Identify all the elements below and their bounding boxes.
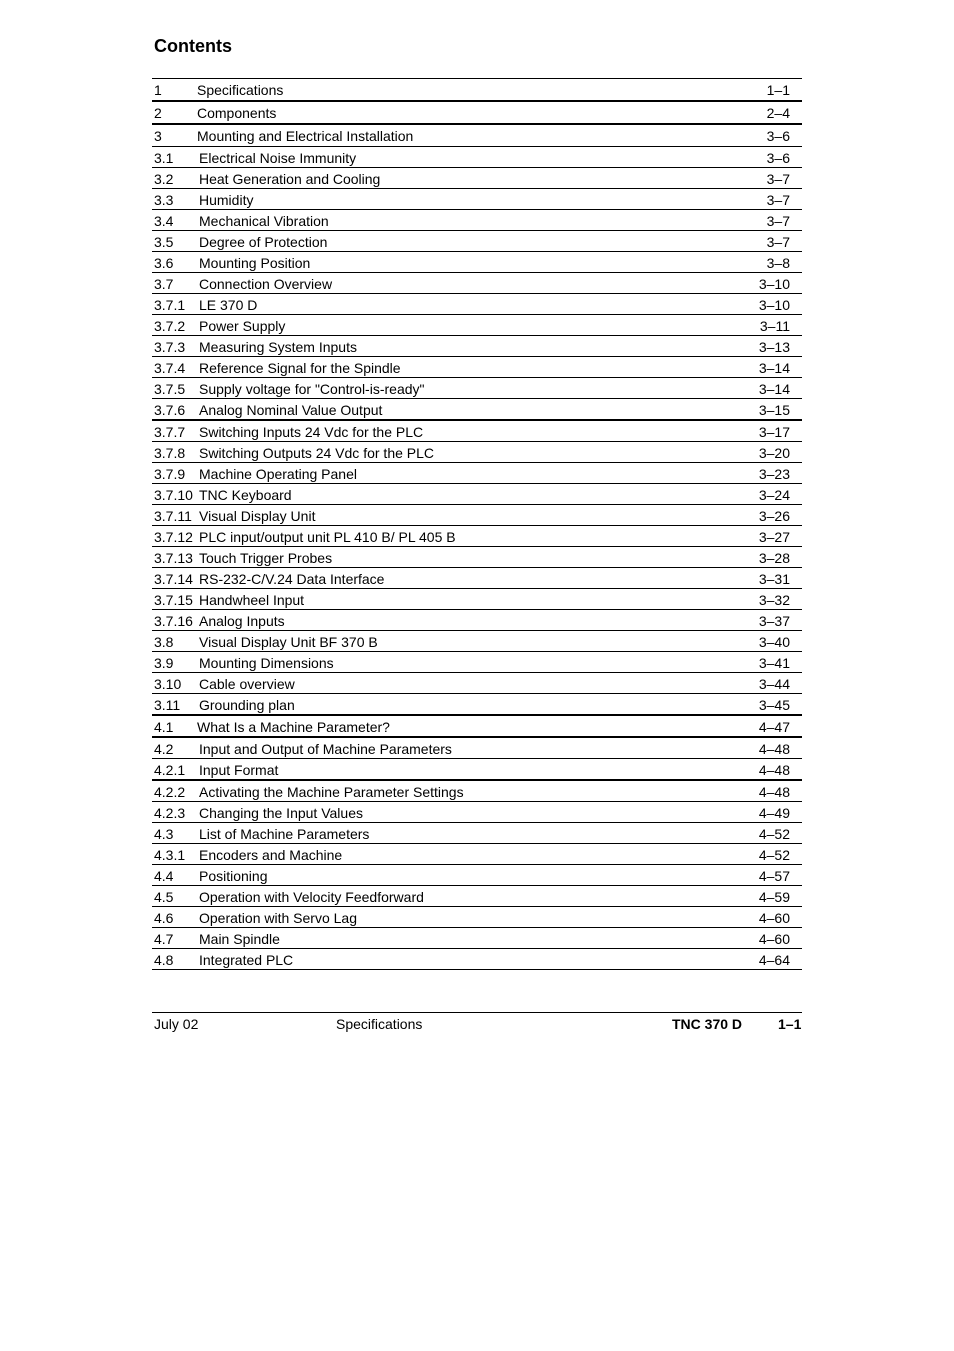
toc-label: Measuring System Inputs	[199, 339, 357, 355]
toc-label: Humidity	[199, 192, 254, 208]
toc-label: Supply voltage for "Control-is-ready"	[199, 381, 425, 397]
toc-page-number: 3–10	[758, 276, 790, 292]
toc-label: What Is a Machine Parameter?	[197, 719, 390, 735]
toc-label: Mounting Position	[199, 255, 311, 271]
toc-page-number: 4–47	[758, 719, 790, 735]
toc-number: 3	[154, 128, 162, 144]
toc-label: Touch Trigger Probes	[199, 550, 333, 566]
toc-number: 3.9	[154, 655, 174, 671]
toc-label: Visual Display Unit BF 370 B	[199, 634, 378, 650]
toc-number: 3.7.6	[154, 402, 186, 418]
toc-label: Connection Overview	[199, 276, 333, 292]
toc-label: Switching Inputs 24 Vdc for the PLC	[199, 424, 424, 440]
toc-row[interactable]	[152, 949, 802, 970]
toc-page-number: 4–52	[758, 826, 790, 842]
toc-page-number: 3–17	[758, 424, 790, 440]
toc-label: Degree of Protection	[199, 234, 328, 250]
toc-number: 4.6	[154, 910, 174, 926]
toc-page-number: 3–20	[758, 445, 790, 461]
toc-number: 3.3	[154, 192, 174, 208]
toc-number: 4.3	[154, 826, 174, 842]
toc-label: Positioning	[199, 868, 268, 884]
toc-number: 4.1	[154, 719, 174, 735]
toc-label: Components	[197, 105, 277, 121]
toc-number: 3.1	[154, 150, 174, 166]
toc-row[interactable]	[152, 738, 802, 759]
toc-label: Grounding plan	[199, 697, 295, 713]
toc-page-number: 3–44	[758, 676, 790, 692]
toc-row[interactable]	[152, 421, 802, 442]
toc-label: Mounting and Electrical Installation	[197, 128, 414, 144]
toc-row[interactable]	[152, 526, 802, 547]
toc-label: Heat Generation and Cooling	[199, 171, 381, 187]
toc-number: 3.7.8	[154, 445, 186, 461]
toc-label: Input and Output of Machine Parameters	[199, 741, 452, 757]
toc-row[interactable]	[152, 102, 802, 125]
toc-number: 3.8	[154, 634, 174, 650]
toc-label: RS-232-C/V.24 Data Interface	[199, 571, 385, 587]
toc-page-number: 3–13	[758, 339, 790, 355]
toc-row[interactable]	[152, 189, 802, 210]
toc-page-number: 3–24	[758, 487, 790, 503]
page-title: Contents	[154, 36, 232, 56]
toc-label: PLC input/output unit PL 410 B/ PL 405 B	[199, 529, 456, 545]
toc-label: Activating the Machine Parameter Settings	[199, 784, 464, 800]
toc-label: Operation with Servo Lag	[199, 910, 357, 926]
toc-row[interactable]	[152, 484, 802, 505]
toc-number: 3.7.2	[154, 318, 186, 334]
toc-page-number: 4–48	[758, 741, 790, 757]
toc-label: Specifications	[197, 82, 284, 98]
toc-label: Mechanical Vibration	[199, 213, 329, 229]
toc-number: 2	[154, 105, 162, 121]
table-of-contents	[152, 78, 802, 970]
toc-page-number: 2–4	[766, 105, 790, 121]
toc-page-number: 3–40	[758, 634, 790, 650]
toc-number: 3.7.4	[154, 360, 186, 376]
toc-row[interactable]	[152, 79, 802, 102]
toc-label: Machine Operating Panel	[199, 466, 357, 482]
toc-page-number: 4–60	[758, 910, 790, 926]
toc-row[interactable]	[152, 844, 802, 865]
toc-label: Main Spindle	[199, 931, 280, 947]
toc-row[interactable]	[152, 694, 802, 716]
toc-row[interactable]	[152, 378, 802, 399]
toc-page-number: 4–59	[758, 889, 790, 905]
toc-label: Integrated PLC	[199, 952, 294, 968]
footer-page-number: 1–1	[778, 1016, 802, 1032]
toc-page-number: 4–64	[758, 952, 790, 968]
toc-number: 3.5	[154, 234, 174, 250]
toc-number: 3.7.13	[154, 550, 193, 566]
toc-number: 4.2.2	[154, 784, 186, 800]
toc-row[interactable]	[152, 273, 802, 294]
toc-number: 3.11	[154, 697, 181, 713]
toc-row[interactable]	[152, 336, 802, 357]
toc-page-number: 3–15	[758, 402, 790, 418]
toc-row[interactable]	[152, 442, 802, 463]
toc-row[interactable]	[152, 210, 802, 231]
toc-number: 4.5	[154, 889, 174, 905]
toc-row[interactable]	[152, 357, 802, 378]
toc-number: 4.4	[154, 868, 174, 884]
toc-label: Analog Inputs	[199, 613, 285, 629]
footer-section: Specifications	[336, 1016, 423, 1032]
toc-label: Changing the Input Values	[199, 805, 363, 821]
toc-page-number: 3–6	[766, 150, 790, 166]
toc-number: 4.2	[154, 741, 174, 757]
toc-page-number: 4–52	[758, 847, 790, 863]
toc-label: Electrical Noise Immunity	[199, 150, 357, 166]
toc-row[interactable]	[152, 147, 802, 168]
toc-number: 3.7.14	[154, 571, 193, 587]
toc-number: 3.7.12	[154, 529, 193, 545]
toc-number: 3.7.5	[154, 381, 186, 397]
toc-row[interactable]	[152, 907, 802, 928]
toc-number: 3.7.15	[154, 592, 193, 608]
toc-page-number: 3–23	[758, 466, 790, 482]
toc-row[interactable]	[152, 865, 802, 886]
toc-label: LE 370 D	[199, 297, 258, 313]
toc-page-number: 3–27	[758, 529, 790, 545]
toc-page-number: 3–37	[758, 613, 790, 629]
toc-row[interactable]	[152, 168, 802, 189]
toc-page-number: 4–60	[758, 931, 790, 947]
toc-page-number: 4–49	[758, 805, 790, 821]
toc-label: Analog Nominal Value Output	[199, 402, 383, 418]
footer-divider	[152, 1012, 802, 1013]
toc-page-number: 3–6	[766, 128, 790, 144]
toc-row[interactable]	[152, 547, 802, 568]
toc-label: Input Format	[199, 762, 279, 778]
toc-page-number: 1–1	[766, 82, 790, 98]
toc-row[interactable]	[152, 928, 802, 949]
toc-page-number: 3–32	[758, 592, 790, 608]
toc-page-number: 3–14	[758, 360, 790, 376]
toc-page-number: 3–10	[758, 297, 790, 313]
toc-number: 3.4	[154, 213, 174, 229]
toc-row[interactable]	[152, 315, 802, 336]
toc-number: 3.7.3	[154, 339, 186, 355]
toc-label: Visual Display Unit	[199, 508, 316, 524]
toc-number: 4.2.1	[154, 762, 186, 778]
toc-page-number: 4–48	[758, 784, 790, 800]
toc-number: 3.7.16	[154, 613, 193, 629]
toc-row[interactable]	[152, 823, 802, 844]
toc-number: 3.7.7	[154, 424, 186, 440]
toc-number: 3.7.10	[154, 487, 193, 503]
toc-number: 3.7.11	[154, 508, 192, 524]
toc-row[interactable]	[152, 294, 802, 315]
toc-row[interactable]	[152, 399, 802, 421]
toc-row[interactable]	[152, 802, 802, 823]
toc-number: 3.2	[154, 171, 174, 187]
toc-page-number: 3–7	[766, 213, 790, 229]
toc-label: Cable overview	[199, 676, 295, 692]
toc-label: List of Machine Parameters	[199, 826, 370, 842]
toc-row[interactable]	[152, 652, 802, 673]
toc-row[interactable]	[152, 505, 802, 526]
toc-page-number: 3–31	[758, 571, 790, 587]
toc-row[interactable]	[152, 759, 802, 781]
toc-number: 4.2.3	[154, 805, 186, 821]
toc-label: Reference Signal for the Spindle	[199, 360, 401, 376]
toc-number: 4.7	[154, 931, 174, 947]
toc-row[interactable]	[152, 231, 802, 252]
toc-row[interactable]	[152, 886, 802, 907]
toc-page-number: 3–7	[766, 171, 790, 187]
toc-row[interactable]	[152, 252, 802, 273]
toc-label: Encoders and Machine	[199, 847, 343, 863]
toc-page-number: 3–26	[758, 508, 790, 524]
toc-row[interactable]	[152, 589, 802, 610]
toc-page-number: 4–48	[758, 762, 790, 778]
toc-page-number: 3–28	[758, 550, 790, 566]
toc-page-number: 4–57	[758, 868, 790, 884]
toc-page-number: 3–45	[758, 697, 790, 713]
toc-page-number: 3–14	[758, 381, 790, 397]
toc-label: Mounting Dimensions	[199, 655, 334, 671]
footer-date: July 02	[154, 1016, 199, 1032]
toc-number: 3.10	[154, 676, 182, 692]
toc-number: 1	[154, 82, 162, 98]
toc-number: 3.7	[154, 276, 174, 292]
toc-page-number: 3–7	[766, 234, 790, 250]
toc-row[interactable]	[152, 463, 802, 484]
toc-number: 3.7.9	[154, 466, 186, 482]
toc-label: Switching Outputs 24 Vdc for the PLC	[199, 445, 435, 461]
toc-page-number: 3–11	[759, 318, 790, 334]
toc-row[interactable]	[152, 781, 802, 802]
toc-row[interactable]	[152, 716, 802, 738]
footer-model: TNC 370 D	[672, 1016, 743, 1032]
toc-row[interactable]	[152, 125, 802, 147]
toc-row[interactable]	[152, 673, 802, 694]
toc-label: Power Supply	[199, 318, 286, 334]
toc-label: Handwheel Input	[199, 592, 305, 608]
toc-page-number: 3–8	[766, 255, 790, 271]
toc-page-number: 3–41	[758, 655, 790, 671]
toc-label: Operation with Velocity Feedforward	[199, 889, 424, 905]
toc-page-number: 3–7	[766, 192, 790, 208]
toc-row[interactable]	[152, 610, 802, 631]
toc-label: TNC Keyboard	[199, 487, 292, 503]
toc-row[interactable]	[152, 568, 802, 589]
toc-number: 4.3.1	[154, 847, 186, 863]
toc-number: 3.7.1	[154, 297, 186, 313]
toc-number: 4.8	[154, 952, 174, 968]
toc-row[interactable]	[152, 631, 802, 652]
toc-number: 3.6	[154, 255, 174, 271]
